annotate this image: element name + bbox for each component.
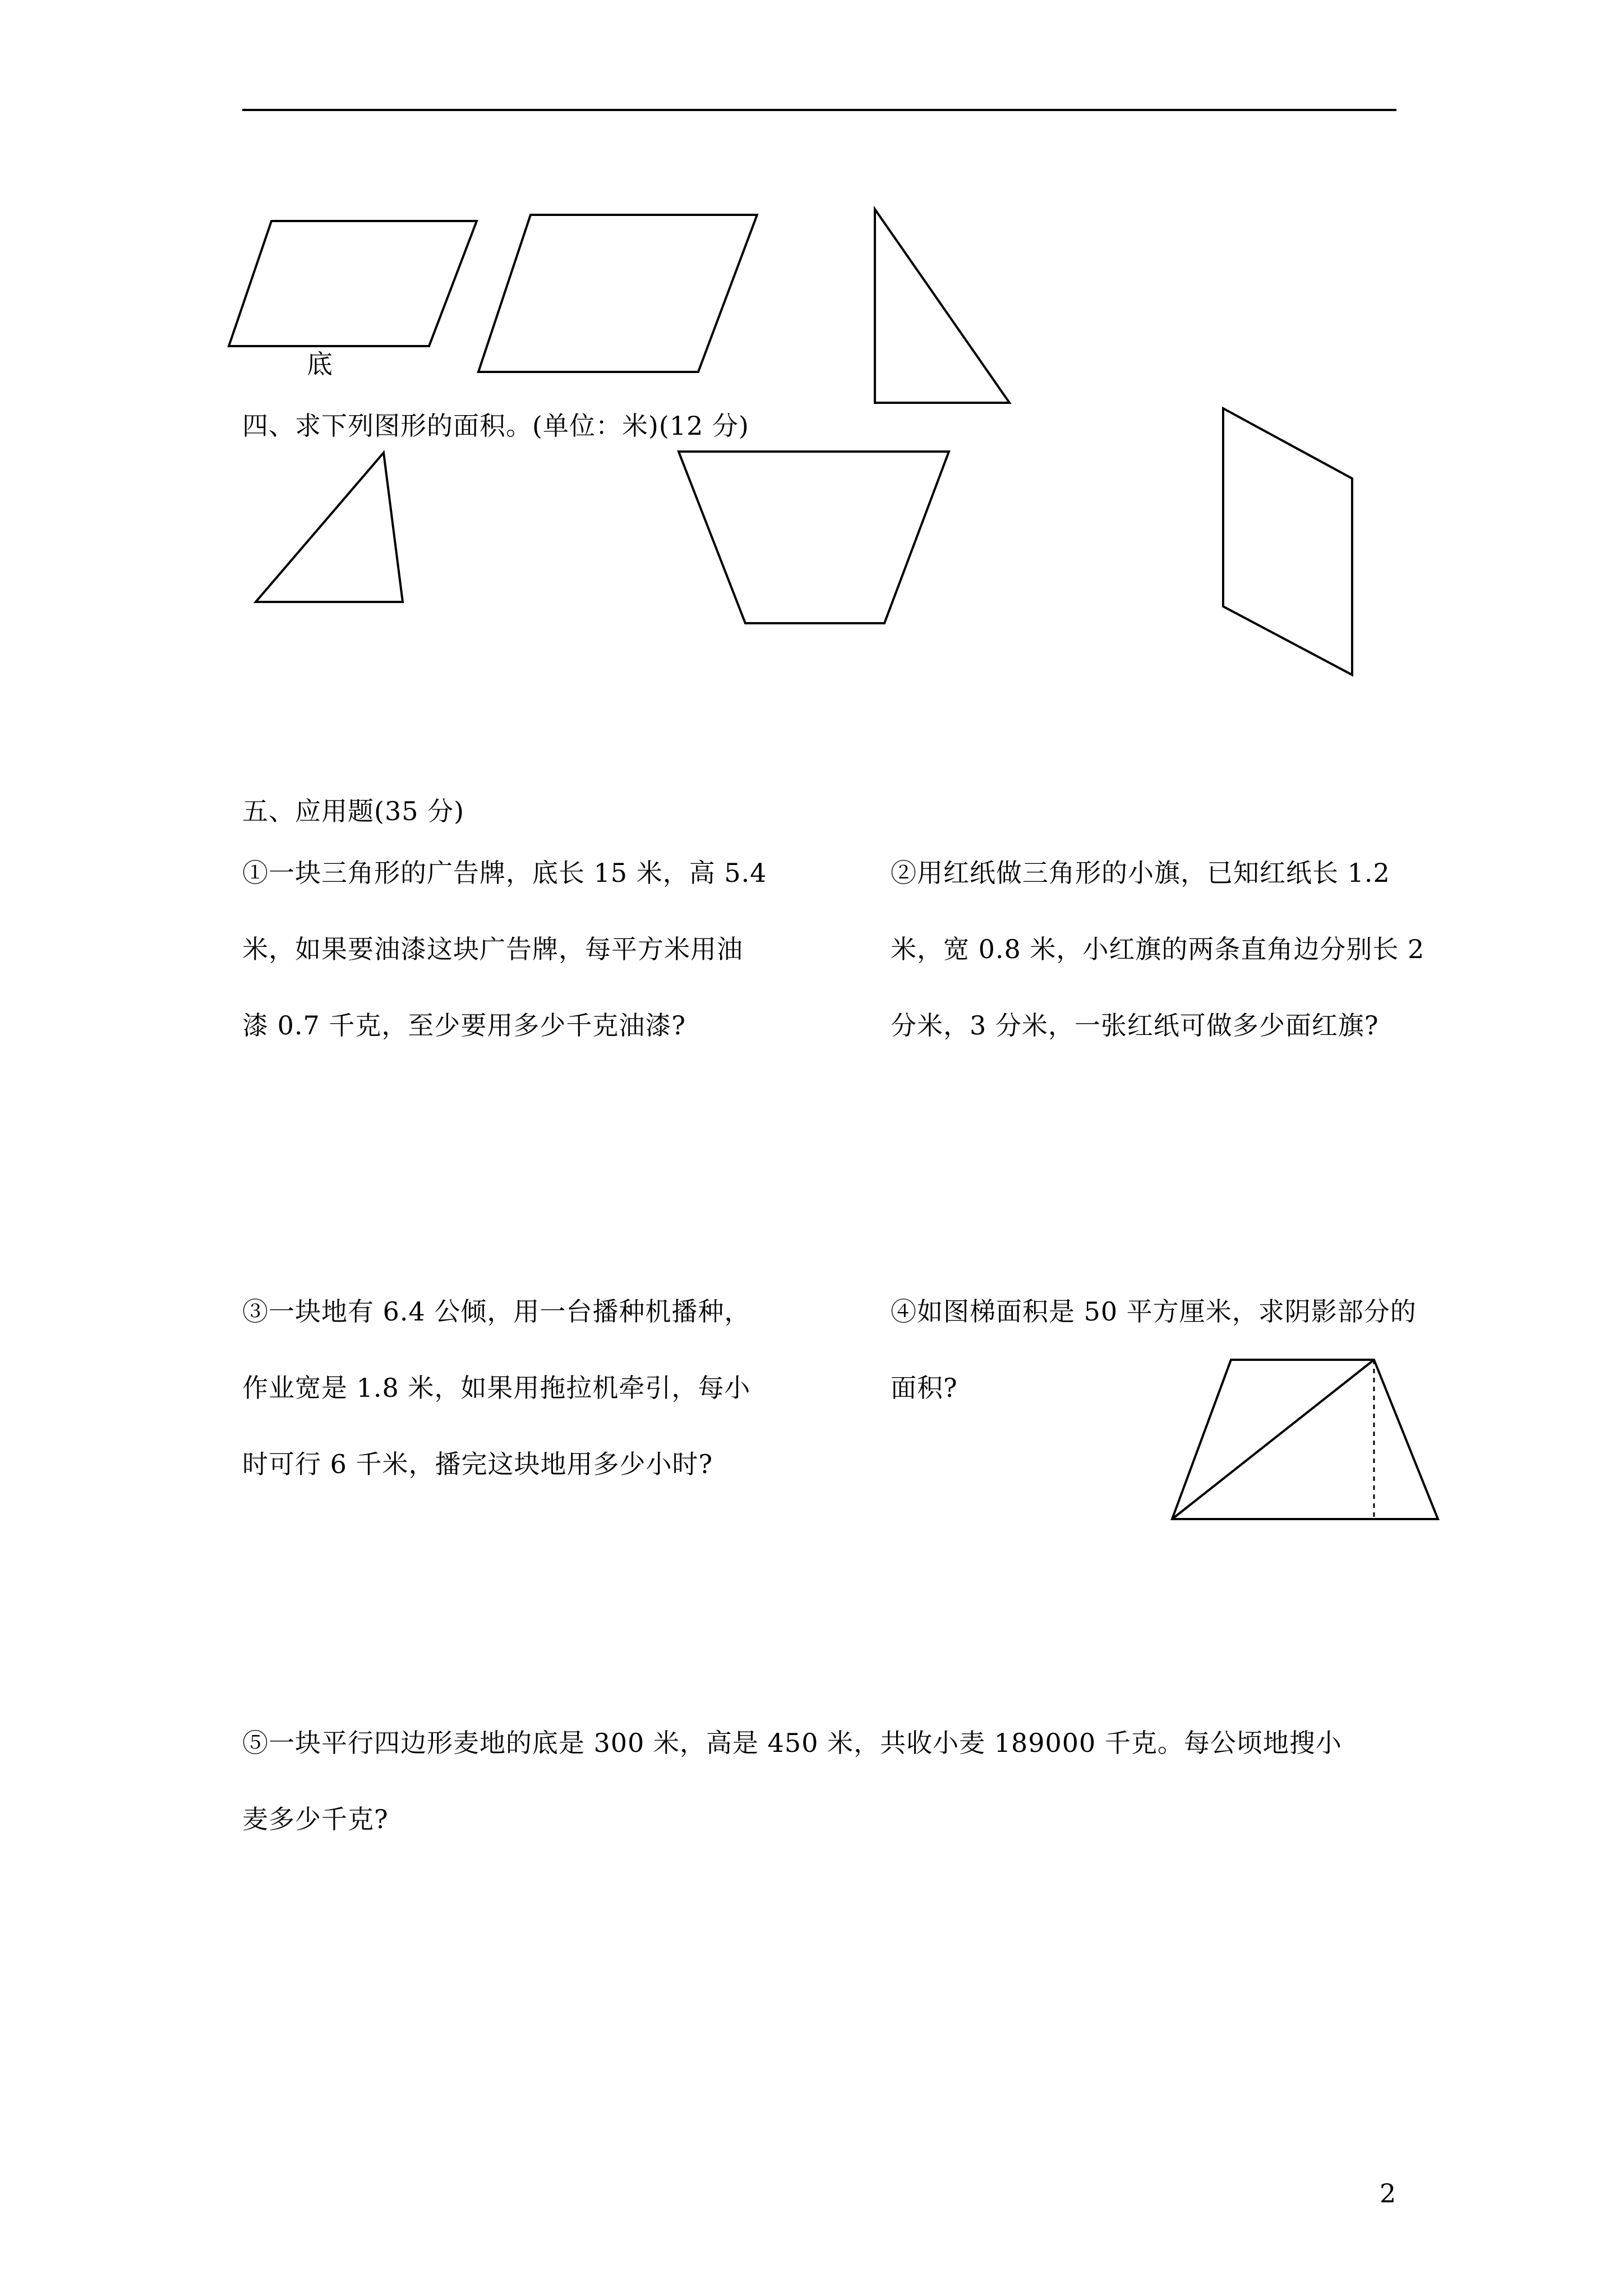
question-5-line-2: 麦多少千克? [242,1804,389,1834]
question-3-line-2: 作业宽是 1.8 米，如果用拖拉机牵引，每小 [242,1373,751,1403]
question-1-line-1: ①一块三角形的广告牌，底长 15 米，高 5.4 [242,858,767,888]
trapezoid-outline [1172,1360,1438,1519]
question-4-line-2: 面积? [891,1373,958,1403]
question-2-line-1: ②用红纸做三角形的小旗，已知红纸长 1.2 [891,858,1390,888]
question-3-line-1: ③一块地有 6.4 公倾，用一台播种机播种， [242,1296,751,1327]
question-2-line-3: 分米，3 分米，一张红纸可做多少面红旗? [891,1010,1379,1041]
section5-heading: 五、应用题(35 分) [242,796,465,826]
base-label: 底 [307,349,333,379]
question-1-line-2: 米，如果要油漆这块广告牌，每平方米用油 [242,934,743,964]
section4-heading: 四、求下列图形的面积。(单位：米)(12 分) [242,411,749,441]
question-2-line-2: 米，宽 0.8 米，小红旗的两条直角边分别长 2 [891,934,1425,964]
question-1-line-3: 漆 0.7 千克，至少要用多少千克油漆? [242,1010,686,1041]
question-4-line-1: ④如图梯面积是 50 平方厘米，求阴影部分的 [891,1296,1417,1327]
question-3-line-3: 时可行 6 千米，播完这块地用多少小时? [242,1449,713,1479]
page-number: 2 [1380,2178,1397,2208]
question-5 [242,1705,1448,1857]
question-5-line-1: ⑤一块平行四边形麦地的底是 300 米，高是 450 米，共收小麦 189000 千克。每公顷地搜小 [242,1728,1342,1758]
